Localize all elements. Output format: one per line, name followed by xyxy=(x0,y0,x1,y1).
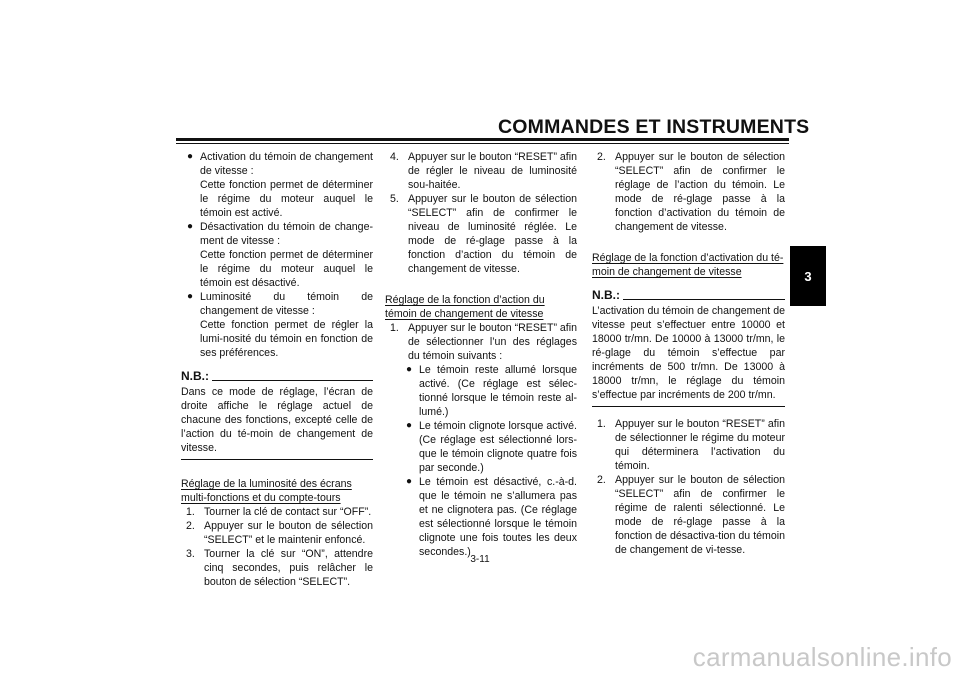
header-rule-thick xyxy=(176,138,789,141)
list-item xyxy=(592,417,785,473)
list-item xyxy=(385,419,577,475)
list-item xyxy=(385,192,577,276)
list-item xyxy=(181,505,373,519)
section-title: Réglage de la luminosité des écrans multi-fonctions et du compte-tours xyxy=(181,478,352,504)
step-text: Appuyer sur le bouton “RESET” afin de sélectionner le régime du moteur qui déterminera l’activation du témoin. xyxy=(615,418,785,472)
column-2 xyxy=(385,150,577,559)
list-item xyxy=(592,150,785,234)
header-rule-thin xyxy=(176,143,789,144)
step-number: 3. xyxy=(186,548,195,560)
watermark: carmanualsonline.info xyxy=(692,642,952,672)
bullet-icon: ● xyxy=(406,420,413,431)
note-label: N.B.: xyxy=(181,369,209,383)
note-text: L’activation du témoin de changement de vitesse peut s’effectuer entre 10000 et 18000 tr/mn. De 10000 à 13000 tr/mn, le ré-glage du témoin s’effectue par incréments de 500 tr/mn. De 13000 à 18000 tr/mn, le réglage du témoin s’effectue par incréments de 200 tr/mn. xyxy=(592,305,785,401)
list-item xyxy=(385,363,577,419)
step-text: Appuyer sur le bouton de sélection “SELECT” afin de confirmer le niveau de luminosité réglée. Le mode de ré-glage passe à la fonction d’action du témoin de changement de vitesse. xyxy=(408,193,577,275)
bullet-icon: ● xyxy=(187,291,194,302)
section-title: Réglage de la fonction d’activation du té-moin de changement de vitesse xyxy=(592,252,784,278)
list-item xyxy=(181,519,373,547)
list-item xyxy=(385,150,577,192)
bullet-icon: ● xyxy=(187,221,194,232)
note-label: N.B.: xyxy=(592,288,620,302)
step-number: 1. xyxy=(390,322,399,334)
note-header xyxy=(592,289,785,301)
step-number: 5. xyxy=(390,193,399,205)
list-item xyxy=(385,321,577,363)
step-text: Appuyer sur le bouton de sélection “SELECT” et le maintenir enfoncé. xyxy=(204,520,373,546)
column-1 xyxy=(181,150,373,589)
step-number: 2. xyxy=(597,474,606,486)
sub-bullet-text: Le témoin est désactivé, c.-à-d. que le témoin ne s’allumera pas et ne clignotera pas. (Ce réglage est sélectionné lorsque le témoin clignote une fois toutes les deux secondes.) xyxy=(419,476,577,558)
chapter-tab: 3 xyxy=(790,246,826,306)
sub-bullet-text: Le témoin reste allumé lorsque activé. (Ce réglage est sélec-tionné lorsque le témoin reste al-lumé.) xyxy=(419,364,577,418)
bullet-title: Activation du témoin de changement de vitesse : xyxy=(200,151,373,177)
page-title: COMMANDES ET INSTRUMENTS xyxy=(498,116,810,138)
bullet-desc: Cette fonction permet de déterminer le régime du moteur auquel le témoin est désactivé. xyxy=(200,249,373,289)
step-number: 1. xyxy=(186,506,195,518)
bullet-icon: ● xyxy=(187,151,194,162)
note-bottom-rule xyxy=(181,459,373,460)
step-text: Appuyer sur le bouton de sélection “SELECT” afin de confirmer le régime de ralenti sélectionné. Le mode de ré-glage passe à la fonction de désactiva-tion du témoin de changement de vi-tesse. xyxy=(615,474,785,556)
list-item xyxy=(592,473,785,557)
step-text: Tourner la clé sur “ON”, attendre cinq secondes, puis relâcher le bouton de sélection “SELECT”. xyxy=(204,548,373,588)
step-number: 2. xyxy=(186,520,195,532)
note-rule xyxy=(623,299,785,300)
bullet-icon: ● xyxy=(406,476,413,487)
step-text: Appuyer sur le bouton “RESET” afin de sélectionner l’un des réglages du témoin suivants : xyxy=(408,322,577,362)
list-item xyxy=(181,547,373,589)
note-text: Dans ce mode de réglage, l’écran de droite affiche le réglage actuel de chacune des fonctions, excepté celle de l’action du té-moin de changement de vitesse. xyxy=(181,386,373,454)
bullet-desc: Cette fonction permet de régler la lumi-nosité du témoin en fonction de ses préférences. xyxy=(200,319,373,359)
bullet-title: Luminosité du témoin de changement de vitesse : xyxy=(200,291,373,317)
step-text: Tourner la clé de contact sur “OFF”. xyxy=(204,506,372,518)
step-text: Appuyer sur le bouton de sélection “SELECT” afin de confirmer le réglage de l’action du témoin. Le mode de ré-glage passe à la fonction d’activation du témoin de changement de vitesse. xyxy=(615,151,785,233)
step-number: 4. xyxy=(390,151,399,163)
step-number: 1. xyxy=(597,418,606,430)
list-item xyxy=(181,220,373,290)
section-title: Réglage de la fonction d’action du témoin de changement de vitesse xyxy=(385,294,545,320)
list-item xyxy=(181,150,373,220)
bullet-icon: ● xyxy=(406,364,413,375)
column-3 xyxy=(592,150,785,557)
step-text: Appuyer sur le bouton “RESET” afin de régler le niveau de luminosité sou-haitée. xyxy=(408,151,577,191)
list-item xyxy=(181,290,373,360)
note-rule xyxy=(212,380,373,381)
list-item xyxy=(385,475,577,559)
sub-bullet-text: Le témoin clignote lorsque activé. (Ce réglage est sélectionné lors-que le témoin clignote quatre fois par seconde.) xyxy=(419,420,577,474)
bullet-desc: Cette fonction permet de déterminer le régime du moteur auquel le témoin est activé. xyxy=(200,179,373,219)
note-header xyxy=(181,370,373,382)
bullet-title: Désactivation du témoin de change-ment de vitesse : xyxy=(200,221,373,247)
step-number: 2. xyxy=(597,151,606,163)
page-number: 3-11 xyxy=(470,554,490,565)
